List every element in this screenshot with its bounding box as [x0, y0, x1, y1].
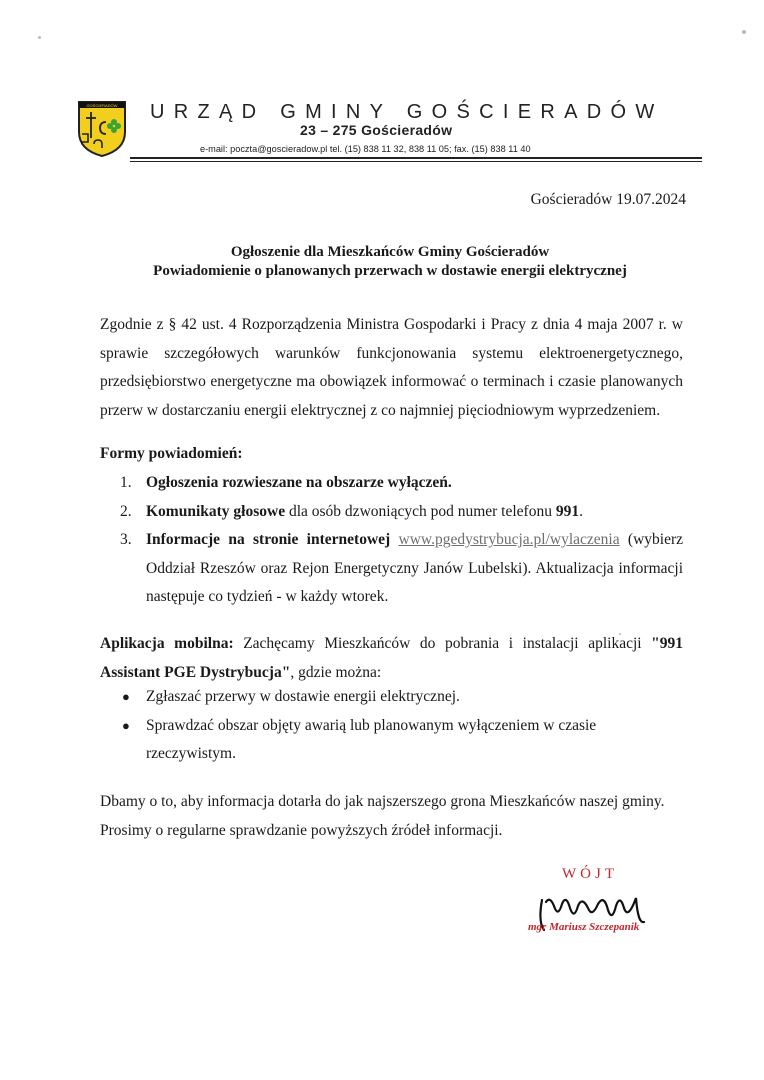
coat-of-arms-icon: [76, 100, 128, 158]
form-2-end: .: [579, 502, 583, 520]
app-features-list: [100, 683, 683, 769]
forms-heading: Formy powiadomień:: [100, 445, 243, 462]
list-number: 1.: [120, 474, 132, 491]
list-number: 3.: [120, 531, 132, 548]
bullet-icon: ●: [122, 717, 130, 733]
list-item: [100, 712, 683, 769]
phone-number: 991: [555, 502, 580, 520]
mobile-app-paragraph: [100, 630, 683, 687]
app-label: Aplikacja mobilna:: [100, 635, 234, 652]
crest-text: GOŚCIERADÓW: [86, 103, 118, 108]
bullet-icon: ●: [122, 689, 130, 704]
feature-1: Zgłaszać przerwy w dostawie energii elektrycznej.: [146, 688, 460, 705]
form-3-bold: Informacje na stronie internetowej: [146, 531, 391, 548]
closing-paragraph: [100, 788, 683, 845]
form-2-text: dla osób dzwoniących pod numer telefonu: [285, 502, 556, 520]
form-3-text: (wybierz Oddział Rzeszów oraz Rejon Energetyczny Janów Lubelski). Aktualizacja informacji następuje co tydzień - w każdy wtorek.: [146, 531, 683, 605]
app-name: "991 Assistant PGE Dystrybucja": [100, 635, 684, 681]
list-item: [100, 683, 683, 712]
list-item: [100, 526, 683, 612]
letterhead-rule-thick: [130, 157, 702, 159]
notification-forms-list: [100, 469, 683, 612]
app-text-a: Zachęcamy Mieszkańców do pobrania i instalacji aplikacji: [233, 635, 652, 652]
stamp-title: WÓJT: [562, 866, 618, 882]
app-text-b: , gdzie można:: [290, 663, 382, 681]
office-name: URZĄD GMINY GOŚCIERADÓW: [150, 101, 664, 123]
title-line-1: Ogłoszenie dla Mieszkańców Gminy Gościeradów: [230, 244, 550, 260]
scan-speck: [38, 36, 41, 39]
list-item: [100, 469, 683, 498]
place-date: Gościeradów 19.07.2024: [530, 191, 686, 208]
title-line-2: Powiadomienie o planowanych przerwach w dostawie energii elektrycznej: [153, 263, 627, 279]
contact-line: e-mail: poczta@goscieradow.pl tel. (15) 838 11 32, 838 11 05; fax. (15) 838 11 40: [200, 144, 531, 154]
outage-info-link[interactable]: www.pgedystrybucja.pl/wylaczenia: [398, 531, 620, 548]
form-1-text: Ogłoszenia rozwieszane na obszarze wyłączeń.: [146, 474, 452, 491]
scan-speck: [742, 30, 746, 34]
form-2-bold: Komunikaty głosowe: [146, 502, 286, 520]
list-number: 2.: [120, 502, 132, 520]
list-item: [100, 498, 683, 527]
feature-2: Sprawdzać obszar objęty awarią lub planowanym wyłączeniem w czasie rzeczywistym.: [146, 716, 597, 762]
postal-address: 23 – 275 Gościeradów: [300, 122, 453, 138]
closing-line-1: Dbamy o to, aby informacja dotarła do jak najszerszego grona Mieszkańców naszej gminy.: [100, 793, 665, 810]
intro-paragraph: Zgodnie z § 42 ust. 4 Rozporządzenia Ministra Gospodarki i Pracy z dnia 4 maja 2007 r. w sprawie szczegółowych warunków funkcjonowania systemu elektroenergetycznego, przedsiębiorstwo energetyczne ma obowiązek informować o terminach i czasie planowanych przerw w dostarczaniu energii elektrycznej z co najmniej pięciodniowym wyprzedzeniem.: [100, 316, 683, 419]
stamp-name: mgr Mariusz Szczepanik: [528, 921, 640, 933]
scan-speck: [619, 633, 621, 635]
closing-line-2: Prosimy o regularne sprawdzanie powyższych źródeł informacji.: [100, 821, 503, 839]
letterhead-rule-thin: [130, 161, 702, 162]
